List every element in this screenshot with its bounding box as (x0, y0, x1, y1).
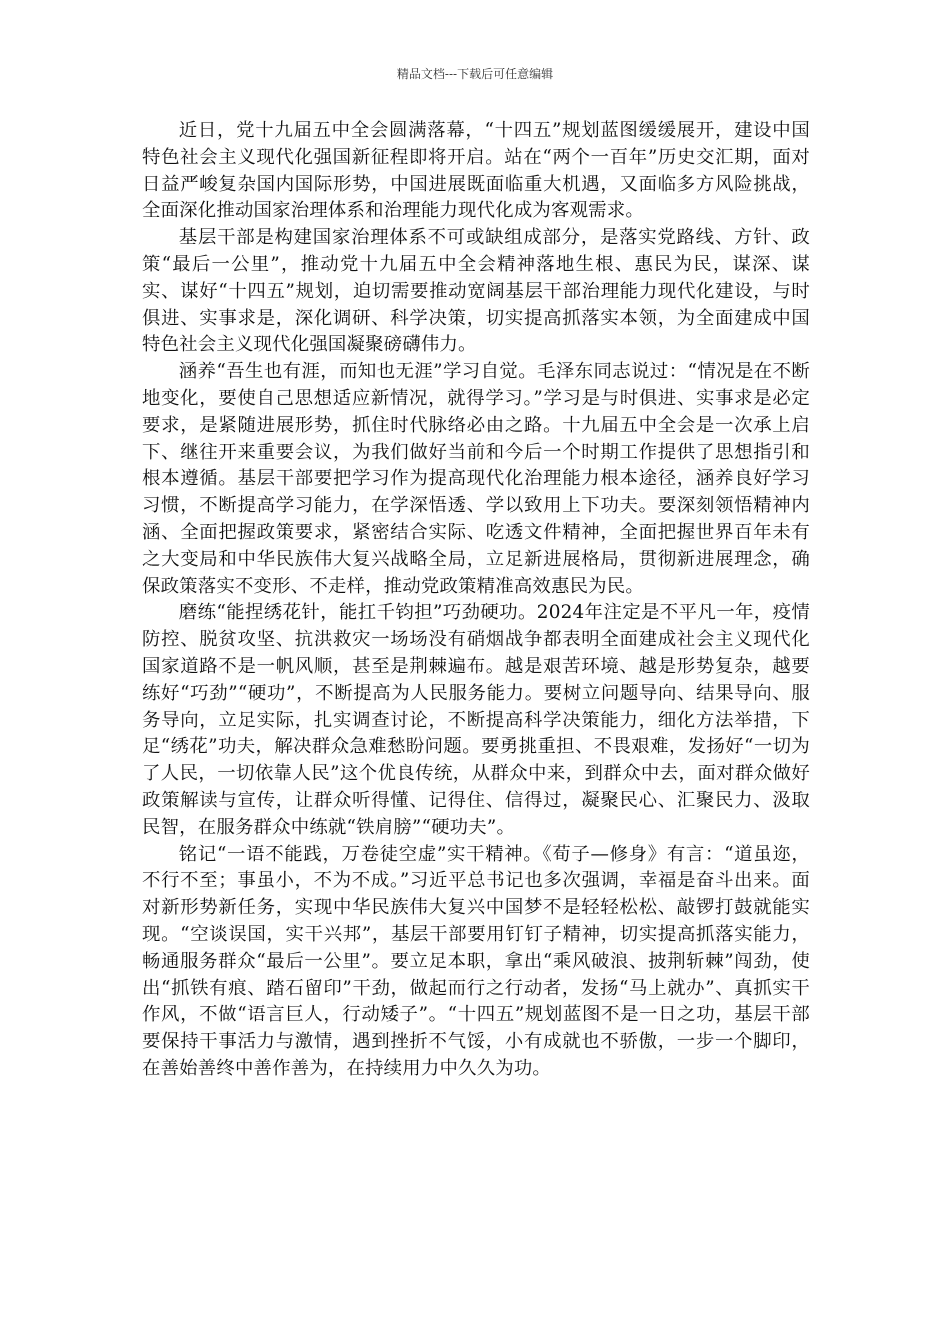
paragraph-skills: 磨练“能捏绣花针，能扛千钧担”巧劲硬功。2024年注定是不平凡一年，疫情防控、脱贫攻坚、抗洪救灾一场场没有硝烟战争都表明全面建成社会主义现代化国家道路不是一帆风顺，甚至是荆棘遍布。越是艰苦环境、越是形势复杂，越要练好“巧劲”“硬功”，不断提高为人民服务能力。要树立问题导向、结果导向、服务导向，立足实际，扎实调查讨论，不断提高科学决策能力，细化方法举措，下足“绣花”功夫，解决群众急难愁盼问题。要勇挑重担、不畏艰难，发扬好“一切为了人民，一切依靠人民”这个优良传统，从群众中来，到群众中去，面对群众做好政策解读与宣传，让群众听得懂、记得住、信得过，凝聚民心、汇聚民力、汲取民智，在服务群众中练就“铁肩膀”“硬功夫”。 (142, 602, 810, 838)
page-header: 精品文档---下载后可任意编辑 (396, 67, 554, 81)
paragraph-grassroots-cadres: 基层干部是构建国家治理体系不可或缺组成部分，是落实党路线、方针、政策“最后一公里”，推动党十九届五中全会精神落地生根、惠民为民，谋深、谋实、谋好“十四五”规划，迫切需要推动宽阔基层干部治理能力现代化建设，与时俱进、实事求是，深化调研、科学决策，切实提高抓落实本领，为全面建成中国特色社会主义现代化强国凝聚磅礴伟力。 (142, 227, 810, 356)
paragraph-learning: 涵养“吾生也有涯，而知也无涯”学习自觉。毛泽东同志说过：“情况是在不断地变化，要使自己思想适应新情况，就得学习。”学习是与时俱进、实事求是必定要求，是紧随进展形势，抓住时代脉络必由之路。十九届五中全会是一次承上启下、继往开来重要会议，为我们做好当前和今后一个时期工作提供了思想指引和根本遵循。基层干部要把学习作为提高现代化治理能力根本途径，涵养良好学习习惯，不断提高学习能力，在学深悟透、学以致用上下功夫。要深刻领悟精神内涵、全面把握政策要求，紧密结合实际、吃透文件精神，全面把握世界百年未有之大变局和中华民族伟大复兴战略全局，立足新进展格局，贯彻新进展理念，确保政策落实不变形、不走样，推动党政策精准高效惠民为民。 (142, 361, 810, 597)
paragraph-intro: 近日，党十九届五中全会圆满落幕，“十四五”规划蓝图缓缓展开，建设中国特色社会主义现代化强国新征程即将开启。站在“两个一百年”历史交汇期，面对日益严峻复杂国内国际形势，中国进展既面临重大机遇，又面临多方风险挑战，全面深化推动国家治理体系和治理能力现代化成为客观需求。 (142, 120, 810, 222)
paragraph-practice: 铭记“一语不能践，万卷徒空虚”实干精神。《荀子—修身》有言：“道虽迩，不行不至；事虽小，不为不成。”习近平总书记也多次强调，幸福是奋斗出来。面对新形势新任务，实现中华民族伟大复兴中国梦不是轻轻松松、敲锣打鼓就能实现。“空谈误国，实干兴邦”，基层干部要用钉钉子精神，切实提高抓落实能力，畅通服务群众“最后一公里”。要立足本职，拿出“乘风破浪、披荆斩棘”闯劲，使出“抓铁有痕、踏石留印”干劲，做起而行之行动者，发扬“马上就办”、真抓实干作风，不做“语言巨人，行动矮子”。“十四五”规划蓝图不是一日之功，基层干部要保持干事活力与激情，遇到挫折不气馁，小有成就也不骄傲，一步一个脚印，在善始善终中善作善为，在持续用力中久久为功。 (142, 843, 810, 1079)
article-body (142, 118, 810, 1083)
